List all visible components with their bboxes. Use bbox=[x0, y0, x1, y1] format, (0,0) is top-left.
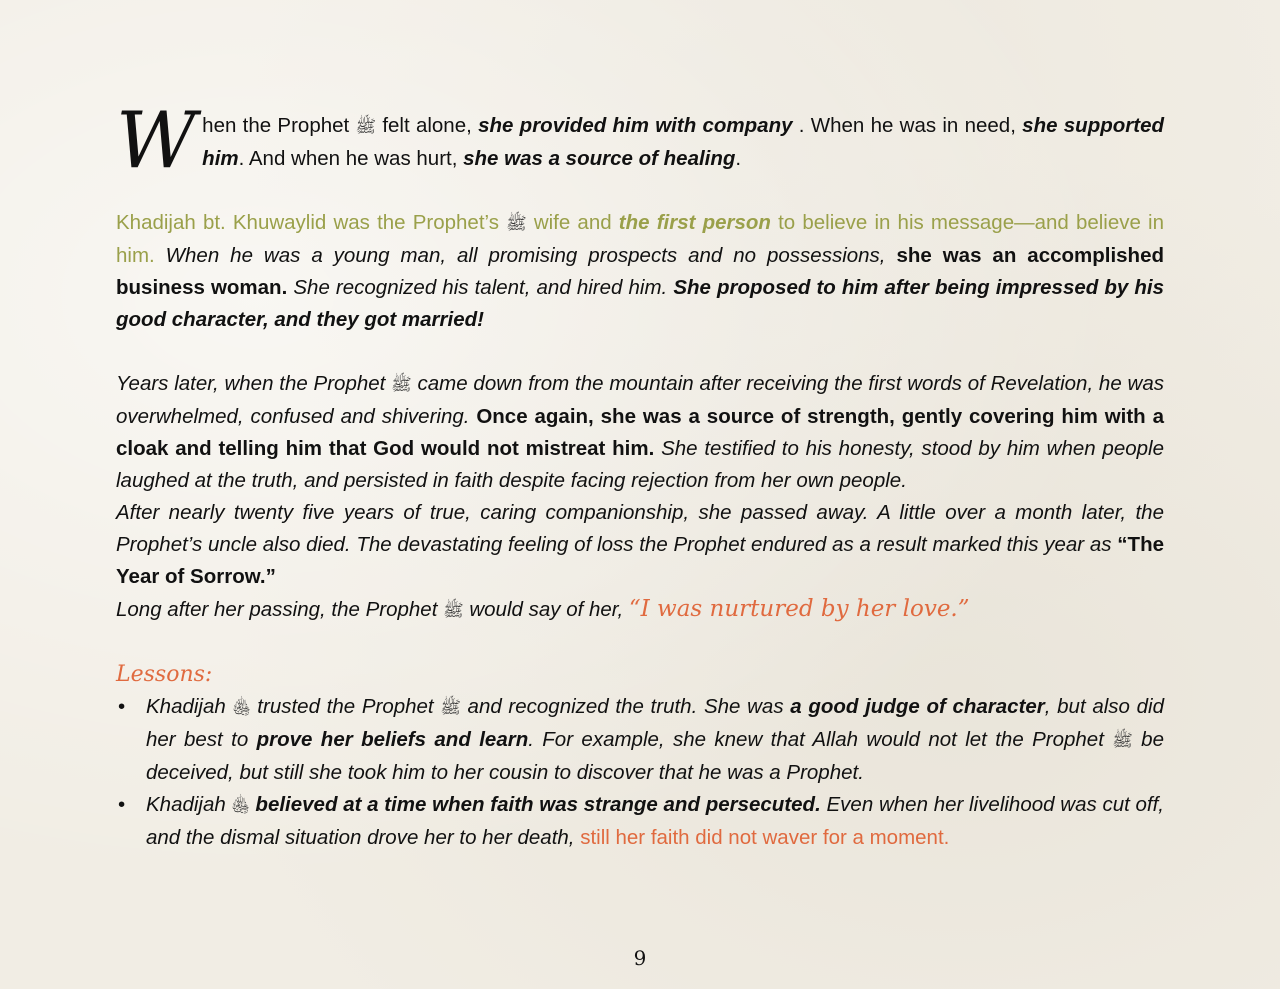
salutation-glyph: ﷺ bbox=[355, 117, 377, 136]
lesson-item bbox=[146, 691, 1164, 789]
body-text: She testified to his honesty, stood by him when people laughed at the truth, bbox=[116, 437, 1164, 492]
intro-emphasis: she was a source of healing bbox=[463, 147, 736, 170]
body-text: would say of her, bbox=[463, 598, 629, 621]
khadijah-paragraph bbox=[116, 207, 1164, 336]
intro-emphasis: she provided him with company bbox=[478, 114, 793, 137]
body-text: Khadijah bbox=[146, 793, 232, 816]
body-emphasis: Once again, she was a source of strength, gently covering him with a cloak and telling him that God would not mistreat him. bbox=[116, 405, 1164, 460]
quote-paragraph bbox=[116, 593, 1164, 627]
body-text: She recognized his talent, and hired him. bbox=[287, 276, 674, 299]
body-text: Even when her livelihood was cut off, and the dismal situation drove her to her death, bbox=[146, 793, 1165, 849]
body-text: After nearly twenty five years of true, caring companionship, she passed away. A little over a month later, the Prophet’s uncle also died. The devastating feeling of loss the Prophet endured as a result marked this year as bbox=[116, 501, 1164, 556]
intro-text: . bbox=[735, 147, 742, 170]
salutation-glyph: ﷺ bbox=[391, 375, 412, 394]
drop-cap: W bbox=[116, 96, 197, 186]
salutation-glyph: ﷺ bbox=[1112, 731, 1133, 750]
highlight-emphasis: the first person bbox=[618, 211, 771, 234]
intro-text: felt alone, bbox=[376, 114, 479, 137]
lessons-list bbox=[116, 691, 1164, 854]
body-emphasis: “The Year of Sorrow.” bbox=[116, 533, 1164, 588]
body-emphasis: She proposed to him after being impressed by his good character, and they got married! bbox=[116, 276, 1164, 331]
lessons-heading: Lessons: bbox=[116, 662, 213, 687]
salutation-glyph: ﵅ bbox=[232, 698, 251, 717]
highlight-text: Khadijah bt. Khuwaylid was the Prophet’s bbox=[116, 211, 507, 234]
revelation-paragraph bbox=[116, 368, 1164, 497]
sorrow-paragraph bbox=[116, 497, 1164, 593]
body-text: be deceived, but still she took him to her cousin to discover that he was a Prophet. bbox=[146, 728, 1164, 784]
highlight-text: to believe in his message—and believe in him. bbox=[116, 211, 1165, 267]
body-text: Long after her passing, the Prophet bbox=[116, 598, 444, 621]
body-text: and recognized the truth. She was bbox=[460, 695, 791, 718]
body-text: Years later, when the Prophet bbox=[116, 372, 392, 395]
salutation-glyph: ﷺ bbox=[443, 601, 464, 620]
page-number: 9 bbox=[633, 946, 647, 970]
highlight-text: still her faith did not waver for a moment. bbox=[580, 826, 950, 849]
body-emphasis: believed at a time when faith was strange and persecuted. bbox=[255, 793, 821, 816]
body-text: , but also did her best to bbox=[146, 695, 1164, 751]
body-emphasis: prove her beliefs and learn bbox=[256, 728, 529, 751]
body-emphasis: a good judge of character bbox=[790, 695, 1045, 718]
body-text: . For example, she knew that Allah would not let the Prophet bbox=[528, 728, 1113, 751]
body-italic: and persisted in faith despite facing rejection from her own people. bbox=[304, 469, 907, 492]
body-text: When he was a young man, all promising prospects and no possessions, bbox=[154, 244, 897, 267]
prophet-quote: “I was nurtured by her love.” bbox=[628, 596, 970, 622]
intro-emphasis: she supported him bbox=[202, 114, 1164, 170]
salutation-glyph: ﷺ bbox=[506, 214, 527, 233]
intro-text: hen the Prophet bbox=[202, 114, 356, 137]
body-emphasis: she was an accomplished business woman. bbox=[116, 244, 1165, 299]
page-body bbox=[116, 96, 1165, 854]
lesson-item bbox=[146, 789, 1164, 854]
salutation-glyph: ﷺ bbox=[440, 698, 461, 717]
body-text: came down from the mountain after receiving the first words of Revelation, he was overwhelmed, confused and shivering. bbox=[116, 372, 1164, 428]
intro-paragraph bbox=[116, 96, 1164, 186]
body-text: Khadijah bbox=[146, 695, 233, 718]
intro-text: . When he was in need, bbox=[792, 114, 1023, 137]
salutation-glyph: ﵅ bbox=[231, 796, 250, 815]
highlight-text: wife and bbox=[526, 211, 619, 234]
intro-text: . And when he was hurt, bbox=[238, 147, 464, 170]
body-text: trusted the Prophet bbox=[250, 695, 441, 718]
